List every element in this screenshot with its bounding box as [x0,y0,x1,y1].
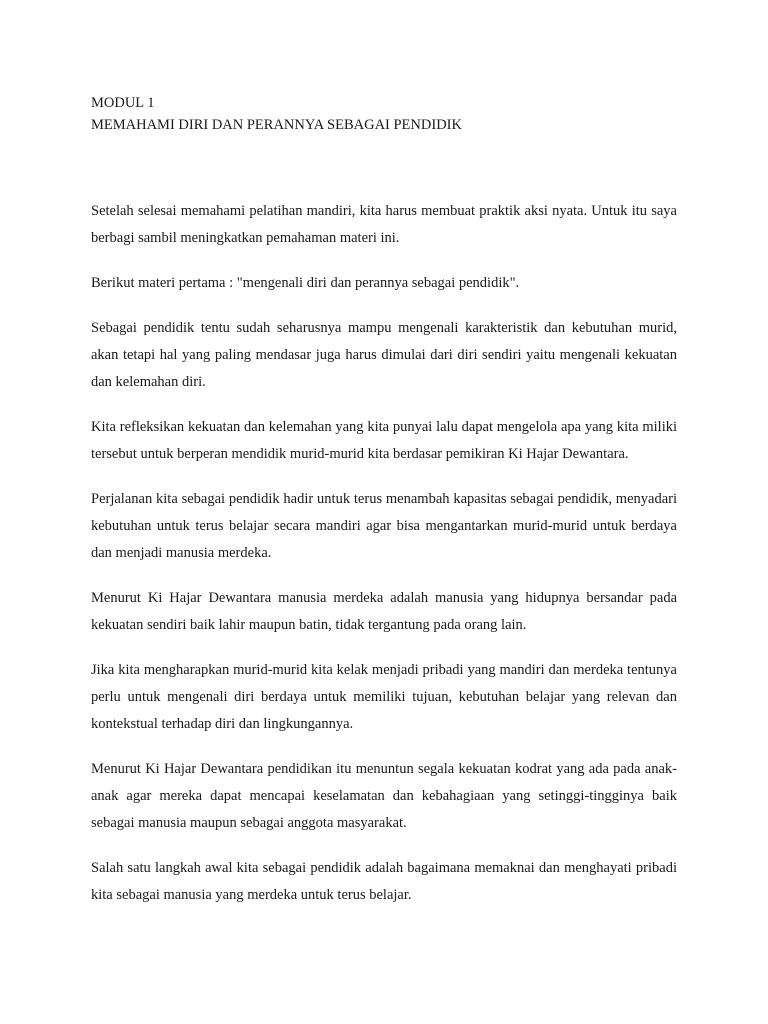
paragraph: Menurut Ki Hajar Dewantara pendidikan itu menuntun segala kekuatan kodrat yang ada pada anak-anak agar mereka dapat mencapai keselamatan dan kebahagiaan yang setinggi-tingginya baik sebagai manusia maupun sebagai anggota masyarakat. [91,761,677,831]
paragraph: Menurut Ki Hajar Dewantara manusia merdeka adalah manusia yang hidupnya bersandar pada kekuatan sendiri baik lahir maupun batin, tidak tergantung pada orang lain. [91,590,677,633]
document-body [91,198,677,909]
document-page [91,92,677,927]
paragraph: Perjalanan kita sebagai pendidik hadir untuk terus menambah kapasitas sebagai pendidik, menyadari kebutuhan untuk terus belajar secara mandiri agar bisa mengantarkan murid-murid untuk berdaya dan menjadi manusia merdeka. [91,491,677,561]
paragraph: Salah satu langkah awal kita sebagai pendidik adalah bagaimana memaknai dan menghayati pribadi kita sebagai manusia yang merdeka untuk terus belajar. [91,860,677,903]
module-label: MODUL 1 [91,95,155,111]
paragraph: Jika kita mengharapkan murid-murid kita kelak menjadi pribadi yang mandiri dan merdeka tentunya perlu untuk mengenali diri berdaya untuk memiliki tujuan, kebutuhan belajar yang relevan dan kontekstual terhadap diri dan lingkungannya. [91,662,677,732]
document-title: MEMAHAMI DIRI DAN PERANNYA SEBAGAI PENDIDIK [91,117,462,133]
paragraph: Setelah selesai memahami pelatihan mandiri, kita harus membuat praktik aksi nyata. Untuk itu saya berbagi sambil meningkatkan pemahaman materi ini. [91,203,677,246]
paragraph: Kita refleksikan kekuatan dan kelemahan yang kita punyai lalu dapat mengelola apa yang kita miliki tersebut untuk berperan mendidik murid-murid kita berdasar pemikiran Ki Hajar Dewantara. [91,419,677,462]
paragraph: Sebagai pendidik tentu sudah seharusnya mampu mengenali karakteristik dan kebutuhan murid, akan tetapi hal yang paling mendasar juga harus dimulai dari diri sendiri yaitu mengenali kekuatan dan kelemahan diri. [91,320,677,390]
paragraph: Berikut materi pertama : "mengenali diri dan perannya sebagai pendidik". [91,275,520,291]
